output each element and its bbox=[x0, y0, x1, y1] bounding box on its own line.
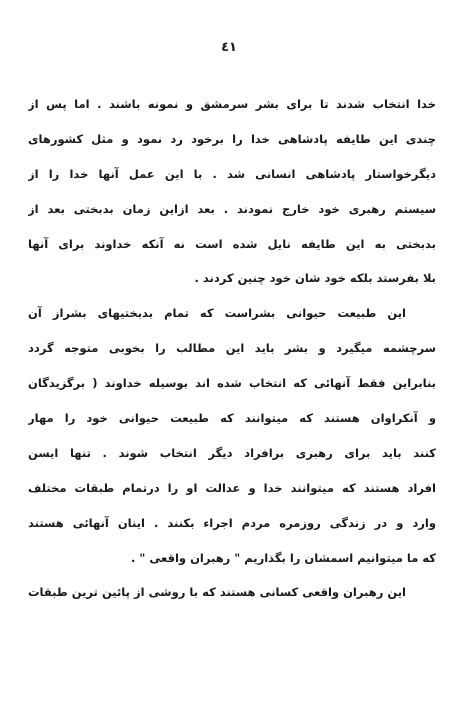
text-line: وارد و در زندگی روزمره مردم اجراء بکنند . اینان آنهائی هستند bbox=[28, 515, 436, 530]
text-line: چندی این طایفه پادشاهی خدا را برخود رد نمود و مثل کشورهای bbox=[28, 131, 436, 146]
text-line: بلا بفرستد بلکه خود شان خود چنین کردند . bbox=[194, 271, 436, 286]
text-line: سیستم رهبری خود خارج نمودند . بعد ازاین زمان بدبختی بعد از bbox=[28, 201, 436, 216]
text-line: خدا انتخاب شدند تا برای بشر سرمشق و نمونه باشند . اما پس از bbox=[28, 97, 436, 111]
text-line: دیگرخواستار پادشاهی انسانی شد . با این عمل آنها خدا را از bbox=[28, 166, 436, 181]
body-text bbox=[28, 92, 436, 615]
text-line: بدبختی به این طایفه نایل شده است نه آنکه خداوند برای آنها bbox=[28, 236, 436, 251]
text-line: این رهبران واقعی کسانی هستند که با روشی از پائین ترین طبقات bbox=[28, 585, 406, 600]
text-line: که ما میتوانیم اسمشان را بگذاریم " رهبران واقعی " . bbox=[130, 550, 436, 565]
text-line: افراد هستند که میتوانند خدا و عدالت او را درتمام طبقات مختلف bbox=[28, 480, 436, 495]
text-line: سرچشمه میگیرد و بشر باید این مطالب را بخوبی متوجه گردد bbox=[28, 341, 436, 356]
text-line: این طبیعت حیوانی بشراست که تمام بدبختیهای بشراز آن bbox=[28, 306, 406, 321]
text-line: بنابراین فقط آنهائی که انتخاب شده اند بوسیله خداوند ( برگزیدگان bbox=[28, 376, 436, 391]
text-line: و آنکراوان هستند که میتوانند که طبیعت حیوانی خود را مهار bbox=[28, 411, 436, 426]
page-number: ٤١ bbox=[221, 40, 237, 55]
text-line: کنند باید برای رهبری برافراد دیگر انتخاب شوند . تنها ایسن bbox=[28, 445, 436, 460]
